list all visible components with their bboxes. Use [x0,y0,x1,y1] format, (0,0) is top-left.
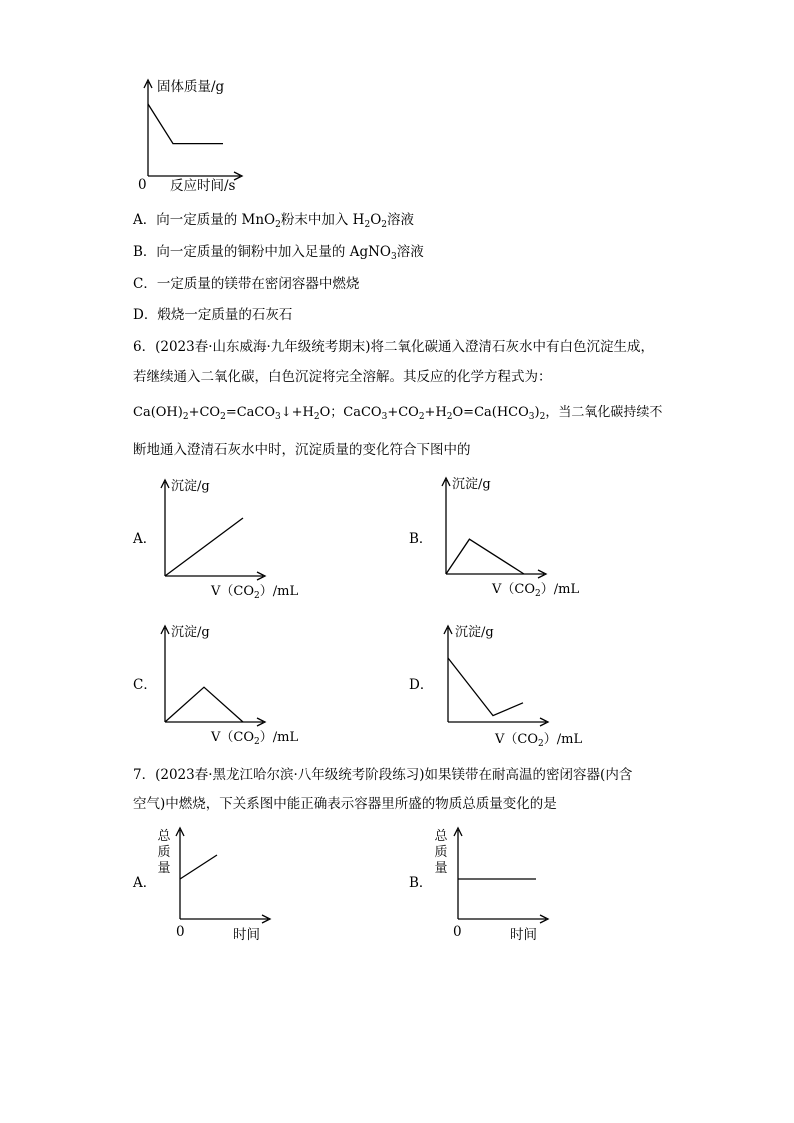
q6-graph-c-xlabel: $V(CO_2)/mL$ [211,730,299,747]
q6-option-a-label[interactable]: A． [133,531,157,547]
q6-line4: 断地通入澄清石灰水中时，沉淀质量的变化符合下图中的 [133,442,471,458]
q7-graph-b-xlabel: 时间 [510,927,537,943]
q7-graph-a-xlabel: 时间 [233,927,260,943]
data-line [165,518,243,576]
q7-line1: 7．(2023春·黑龙江哈尔滨·八年级统考阶段练习)如果镁带在耐高温的密闭容器(内含 [133,767,633,783]
q7-graph-a[interactable] [170,826,275,921]
top-graph-xlabel: 反应时间/s [170,178,236,194]
q6-graph-a-xlabel: $V(CO_2)/mL$ [211,584,299,601]
data-line [446,539,524,574]
q7-graph-a-origin: 0 [176,924,185,940]
q5-option-d[interactable]: D．煅烧一定质量的石灰石 [133,307,293,323]
q7-graph-a-ylabel: 总 质 量 [157,829,171,876]
q7-option-b-label[interactable]: B． [409,875,433,891]
q7-option-a-label[interactable]: A． [133,875,157,891]
q6-option-c-label[interactable]: C． [133,677,157,693]
q6-option-d-label[interactable]: D． [409,677,434,693]
data-line [448,658,523,716]
q6-graph-b-xlabel: $V(CO_2)/mL$ [492,582,580,599]
q6-graph-d-ylabel: 沉淀/g [455,625,494,640]
data-line [165,687,243,722]
q5-option-c[interactable]: C．一定质量的镁带在密闭容器中燃烧 [133,276,360,292]
q6-option-b-label[interactable]: B． [409,531,433,547]
q7-graph-b[interactable] [448,826,553,921]
q6-graph-d-xlabel: $V(CO_2)/mL$ [495,732,583,749]
q6-graph-b-ylabel: 沉淀/g [452,477,491,492]
top-graph-origin: 0 [138,177,147,193]
q7-line2: 空气)中燃烧，下关系图中能正确表示容器里所盛的物质总质量变化的是 [133,796,557,812]
data-line [180,855,217,879]
q6-line1: 6．(2023春·山东威海·九年级统考期末)将二氧化碳通入澄清石灰水中有白色沉淀生成， [133,339,655,355]
q5-option-a[interactable]: A．向一定质量的 MnO$_2$粉末中加入 $H_2O_2$溶液 [133,212,414,230]
q7-graph-b-ylabel: 总 质 量 [434,829,448,876]
q6-graph-a-ylabel: 沉淀/g [171,479,210,494]
top-graph-ylabel: 固体质量/g [157,79,225,95]
q5-option-b[interactable]: B．向一定质量的铜粉中加入足量的 AgNO$_3$溶液 [133,244,424,262]
q6-line2: 若继续通入二氧化碳，白色沉淀将完全溶解。其反应的化学方程式为： [133,369,552,385]
q7-graph-b-origin: 0 [453,924,462,940]
q6-equation: $Ca(OH)_2+CO_2=CaCO_3↓+H_2O$；$CaCO_3+CO_2+H_2O=Ca(HCO_3)_2$，当二氧化碳持续不 [133,405,663,422]
q6-graph-c-ylabel: 沉淀/g [171,625,210,640]
data-line [148,104,223,144]
